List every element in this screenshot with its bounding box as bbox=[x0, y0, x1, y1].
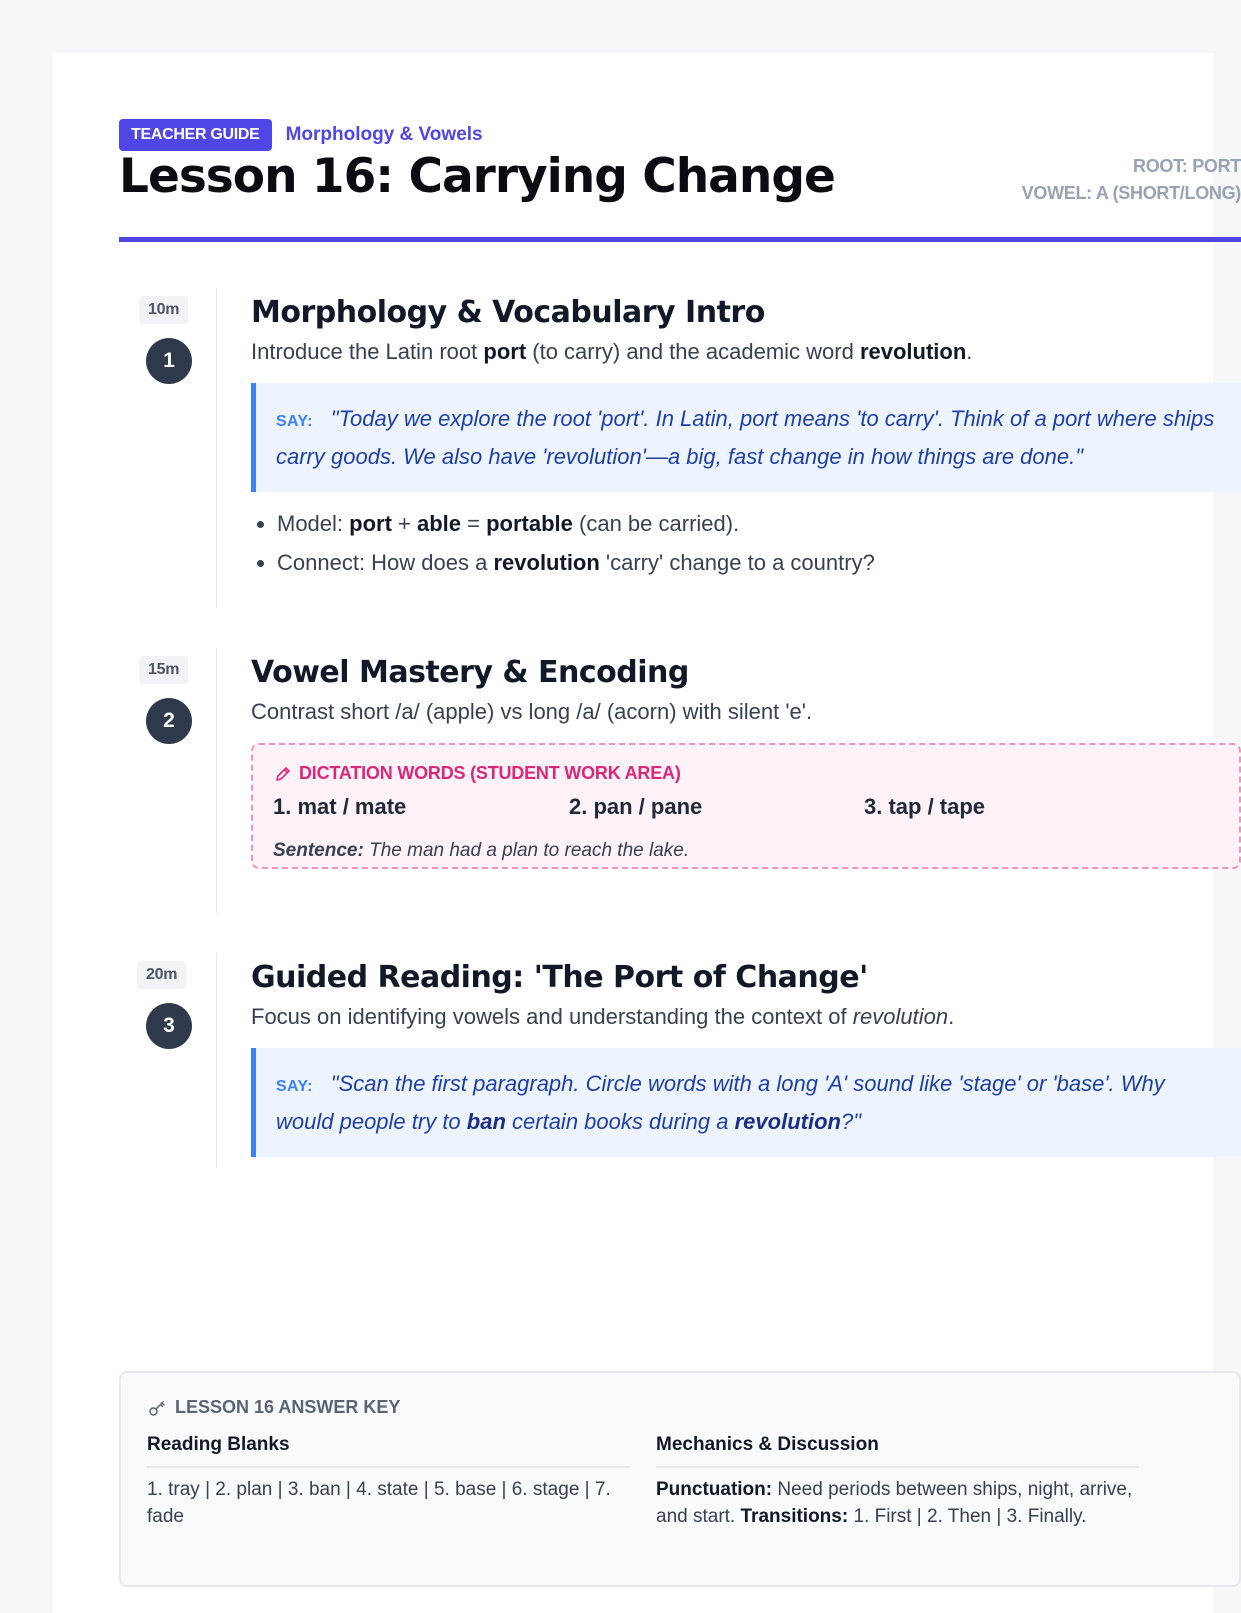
dictation-heading bbox=[273, 763, 1219, 784]
step-number: 2 bbox=[146, 698, 192, 744]
mechanics-text bbox=[656, 1476, 1139, 1530]
say-text: ?" bbox=[840, 1109, 861, 1134]
point-text: 'carry' change to a country? bbox=[599, 550, 875, 575]
time-badge: 20m bbox=[137, 961, 186, 989]
say-bold: ban bbox=[466, 1109, 506, 1134]
point-bold: port bbox=[349, 511, 392, 536]
desc-text: . bbox=[966, 339, 973, 364]
timeline-line bbox=[216, 648, 217, 913]
section-body bbox=[251, 653, 1241, 869]
section-title: Guided Reading: 'The Port of Change' bbox=[251, 960, 868, 995]
say-callout bbox=[251, 383, 1241, 492]
lesson-section-3 bbox=[119, 953, 1241, 1168]
lesson-section-2 bbox=[119, 648, 1241, 913]
dictation-word: 1. mat / mate bbox=[273, 794, 407, 819]
desc-bold: port bbox=[483, 339, 527, 364]
reading-blanks-title: Reading Blanks bbox=[147, 1434, 630, 1468]
mechanics-title: Mechanics & Discussion bbox=[656, 1434, 1139, 1468]
dictation-sentence bbox=[273, 840, 1219, 862]
desc-text: . bbox=[948, 1004, 955, 1029]
root-label: ROOT: PORT bbox=[1133, 156, 1241, 176]
step-number: 3 bbox=[146, 1003, 192, 1049]
point-text: Connect: How does a bbox=[277, 550, 494, 575]
vowel-label: VOWEL: A (SHORT/LONG) bbox=[1021, 183, 1241, 203]
point-bold: portable bbox=[486, 511, 573, 536]
punctuation-text: Need periods between ships, night, arrive, and start. bbox=[656, 1479, 1133, 1527]
subject-label: Morphology & Vowels bbox=[285, 124, 483, 145]
dictation-heading-text: DICTATION WORDS (STUDENT WORK AREA) bbox=[299, 763, 681, 783]
list-item bbox=[277, 543, 1241, 582]
say-text: certain books during a bbox=[505, 1109, 735, 1134]
mechanics-column bbox=[656, 1434, 1139, 1530]
timeline-line bbox=[216, 288, 217, 608]
sentence-label: Sentence: bbox=[273, 840, 364, 861]
header-divider bbox=[119, 237, 1241, 242]
lesson-page bbox=[53, 53, 1241, 1613]
point-text: + bbox=[391, 511, 417, 536]
lesson-section-1 bbox=[119, 288, 1241, 608]
transitions-label: Transitions: bbox=[740, 1506, 849, 1527]
header-tags bbox=[119, 119, 483, 151]
desc-text: Introduce the Latin root bbox=[251, 339, 484, 364]
section-description: Contrast short /a/ (apple) vs long /a/ (acorn) with silent 'e'. bbox=[251, 699, 813, 724]
section-title: Morphology & Vocabulary Intro bbox=[251, 295, 765, 330]
point-bold: able bbox=[417, 511, 462, 536]
say-label: SAY: bbox=[276, 1078, 313, 1095]
sentence-text: The man had a plan to reach the lake. bbox=[369, 840, 690, 861]
answer-key-heading-text: LESSON 16 ANSWER KEY bbox=[175, 1397, 401, 1417]
section-body bbox=[251, 293, 1241, 582]
section-title: Vowel Mastery & Encoding bbox=[251, 655, 689, 690]
desc-text: (to carry) and the academic word bbox=[526, 339, 860, 364]
say-callout bbox=[251, 1048, 1241, 1157]
reading-blanks-column bbox=[147, 1434, 630, 1530]
time-badge: 15m bbox=[139, 656, 188, 684]
say-text: "Today we explore the root 'port'. In Latin, port means 'to carry'. Think of a port where ships carry goods. We also have 'revolution'—a big, fast change in how things are done." bbox=[276, 406, 1215, 469]
pencil-icon bbox=[273, 764, 293, 784]
dictation-word: 2. pan / pane bbox=[569, 794, 703, 819]
point-text: = bbox=[461, 511, 487, 536]
point-text: Model: bbox=[277, 511, 350, 536]
lesson-meta bbox=[1022, 153, 1241, 207]
section-description bbox=[251, 1002, 1241, 1032]
desc-bold: revolution bbox=[859, 339, 967, 364]
page-title: Lesson 16: Carrying Change bbox=[119, 149, 835, 204]
key-icon bbox=[147, 1398, 167, 1418]
answer-key-heading bbox=[147, 1397, 1213, 1418]
dictation-words bbox=[273, 794, 1219, 832]
punctuation-label: Punctuation: bbox=[656, 1479, 773, 1500]
dictation-word: 3. tap / tape bbox=[864, 794, 986, 819]
answer-key-columns bbox=[147, 1434, 1213, 1530]
time-badge: 10m bbox=[139, 296, 188, 324]
section-body bbox=[251, 958, 1241, 1157]
say-text: "Scan the first paragraph. Circle words with a long 'A' sound like 'stage' or 'base'. Why would people try to bbox=[276, 1071, 1165, 1134]
say-bold: revolution bbox=[734, 1109, 841, 1134]
teacher-guide-badge: TEACHER GUIDE bbox=[119, 119, 272, 151]
say-label: SAY: bbox=[276, 413, 313, 430]
section-description bbox=[251, 337, 1241, 367]
desc-text: Focus on identifying vowels and understanding the context of bbox=[251, 1004, 853, 1029]
list-item bbox=[277, 504, 1241, 543]
step-number: 1 bbox=[146, 338, 192, 384]
dictation-work-area[interactable] bbox=[251, 743, 1241, 869]
point-bold: revolution bbox=[493, 550, 600, 575]
transitions-text: 1. First | 2. Then | 3. Finally. bbox=[848, 1506, 1087, 1527]
point-text: (can be carried). bbox=[572, 511, 740, 536]
timeline-line bbox=[216, 953, 217, 1168]
answer-key-panel bbox=[119, 1371, 1241, 1587]
teaching-points bbox=[251, 504, 1241, 582]
reading-blanks-text: 1. tray | 2. plan | 3. ban | 4. state | 5. base | 6. stage | 7. fade bbox=[147, 1479, 611, 1527]
desc-italic: revolution bbox=[852, 1004, 949, 1029]
